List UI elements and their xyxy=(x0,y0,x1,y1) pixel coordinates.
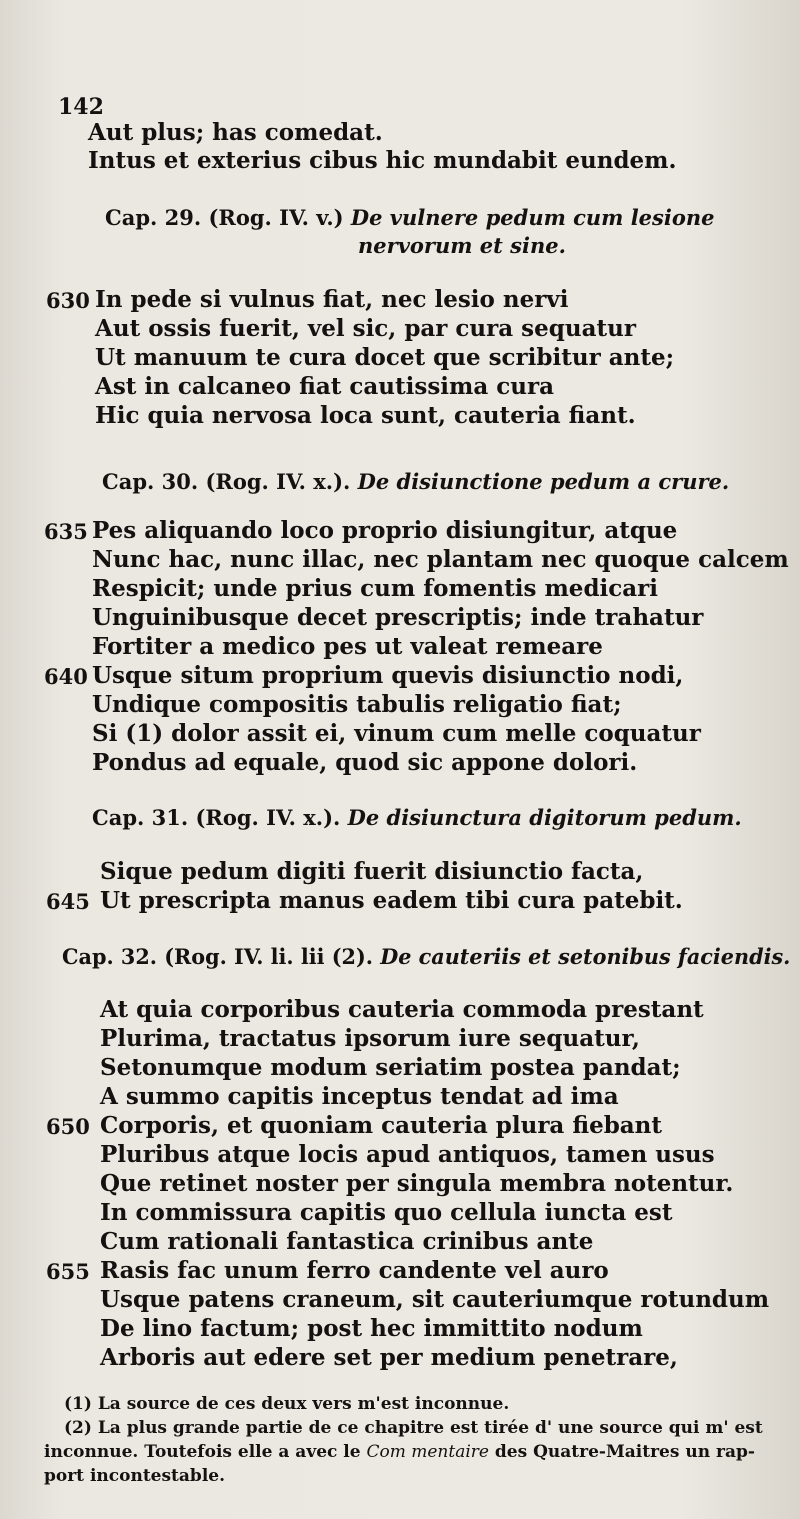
verse-line: Ut prescripta manus eadem tibi cura patebit. xyxy=(100,887,683,914)
line-number: 640 xyxy=(44,664,88,689)
page-number: 142 xyxy=(58,94,104,120)
verse-line: Plurima, tractatus ipsorum iure sequatur, xyxy=(100,1025,640,1052)
verse-line: Undique compositis tabulis religatio fiat; xyxy=(92,691,622,718)
verse-line: De lino factum; post hec immittito nodum xyxy=(100,1315,643,1342)
verse-line: Aut ossis fuerit, vel sic, par cura sequatur xyxy=(95,315,636,342)
verse-line: At quia corporibus cauteria commoda prestant xyxy=(100,996,704,1023)
verse-line: Aut plus; has comedat. xyxy=(88,119,383,146)
chapter-title: De disiunctione pedum a crure. xyxy=(357,469,730,494)
verse-line: Pes aliquando loco proprio disiungitur, atque xyxy=(92,517,678,544)
verse-line: Intus et exterius cibus hic mundabit eundem. xyxy=(88,147,677,174)
chapter-title: De disiunctura digitorum pedum. xyxy=(347,805,742,830)
footnote-continuation: port incontestable. xyxy=(44,1466,226,1486)
line-number: 650 xyxy=(46,1114,90,1139)
verse-line: Arboris aut edere set per medium penetrare, xyxy=(100,1344,678,1371)
verse-line: Ut manuum te cura docet que scribitur ante; xyxy=(95,344,675,371)
verse-line: Hic quia nervosa loca sunt, cauteria fiant. xyxy=(95,402,636,429)
footnote-continuation: inconnue. Toutefois elle a avec le Com mentaire des Quatre-Maitres un rap- xyxy=(44,1442,755,1462)
chapter-title: De vulnere pedum cum lesione xyxy=(350,205,715,230)
verse-line: Usque situm proprium quevis disiunctio nodi, xyxy=(92,662,684,689)
verse-line: In commissura capitis quo cellula iuncta est xyxy=(100,1199,673,1226)
chapter-label: Cap. 31. (Rog. IV. x.). xyxy=(92,805,341,830)
chapter-label: Cap. 30. (Rog. IV. x.). xyxy=(102,469,351,494)
footnote: (2) La plus grande partie de ce chapitre est tirée d' une source qui m' est xyxy=(64,1418,763,1438)
chapter-heading xyxy=(105,203,714,233)
verse-line: Si (1) dolor assit ei, vinum cum melle coquatur xyxy=(92,720,701,747)
verse-line: Sique pedum digiti fuerit disiunctio facta, xyxy=(100,858,644,885)
verse-line: Rasis fac unum ferro candente vel auro xyxy=(100,1257,609,1284)
line-number: 655 xyxy=(46,1259,90,1284)
chapter-heading xyxy=(62,942,790,972)
verse-line: A summo capitis inceptus tendat ad ima xyxy=(100,1083,619,1110)
verse-line: In pede si vulnus fiat, nec lesio nervi xyxy=(95,286,569,313)
chapter-label: Cap. 32. (Rog. IV. li. lii (2). xyxy=(62,944,374,969)
verse-line: Pluribus atque locis apud antiquos, tamen usus xyxy=(100,1141,715,1168)
line-number: 635 xyxy=(44,519,88,544)
verse-line: Que retinet noster per singula membra notentur. xyxy=(100,1170,734,1197)
line-number: 645 xyxy=(46,889,90,914)
verse-line: Cum rationali fantastica crinibus ante xyxy=(100,1228,594,1255)
chapter-heading xyxy=(102,467,729,497)
verse-line: Usque patens craneum, sit cauteriumque rotundum xyxy=(100,1286,770,1313)
footnote: (1) La source de ces deux vers m'est inconnue. xyxy=(64,1394,510,1414)
verse-line: Nunc hac, nunc illac, nec plantam nec quoque calcem xyxy=(92,546,789,573)
verse-line: Pondus ad equale, quod sic appone dolori. xyxy=(92,749,638,776)
chapter-heading xyxy=(92,803,742,833)
chapter-title-continuation: nervorum et sine. xyxy=(358,233,566,258)
verse-line: Respicit; unde prius cum fomentis medicari xyxy=(92,575,659,602)
chapter-title: De cauteriis et setonibus faciendis. xyxy=(380,944,791,969)
chapter-label: Cap. 29. (Rog. IV. v.) xyxy=(105,205,344,230)
verse-line: Ast in calcaneo fiat cautissima cura xyxy=(95,373,555,400)
verse-line: Fortiter a medico pes ut valeat remeare xyxy=(92,633,603,660)
verse-line: Corporis, et quoniam cauteria plura fiebant xyxy=(100,1112,663,1139)
verse-line: Setonumque modum seriatim postea pandat; xyxy=(100,1054,681,1081)
line-number: 630 xyxy=(46,288,90,313)
verse-line: Unguinibusque decet prescriptis; inde trahatur xyxy=(92,604,704,631)
